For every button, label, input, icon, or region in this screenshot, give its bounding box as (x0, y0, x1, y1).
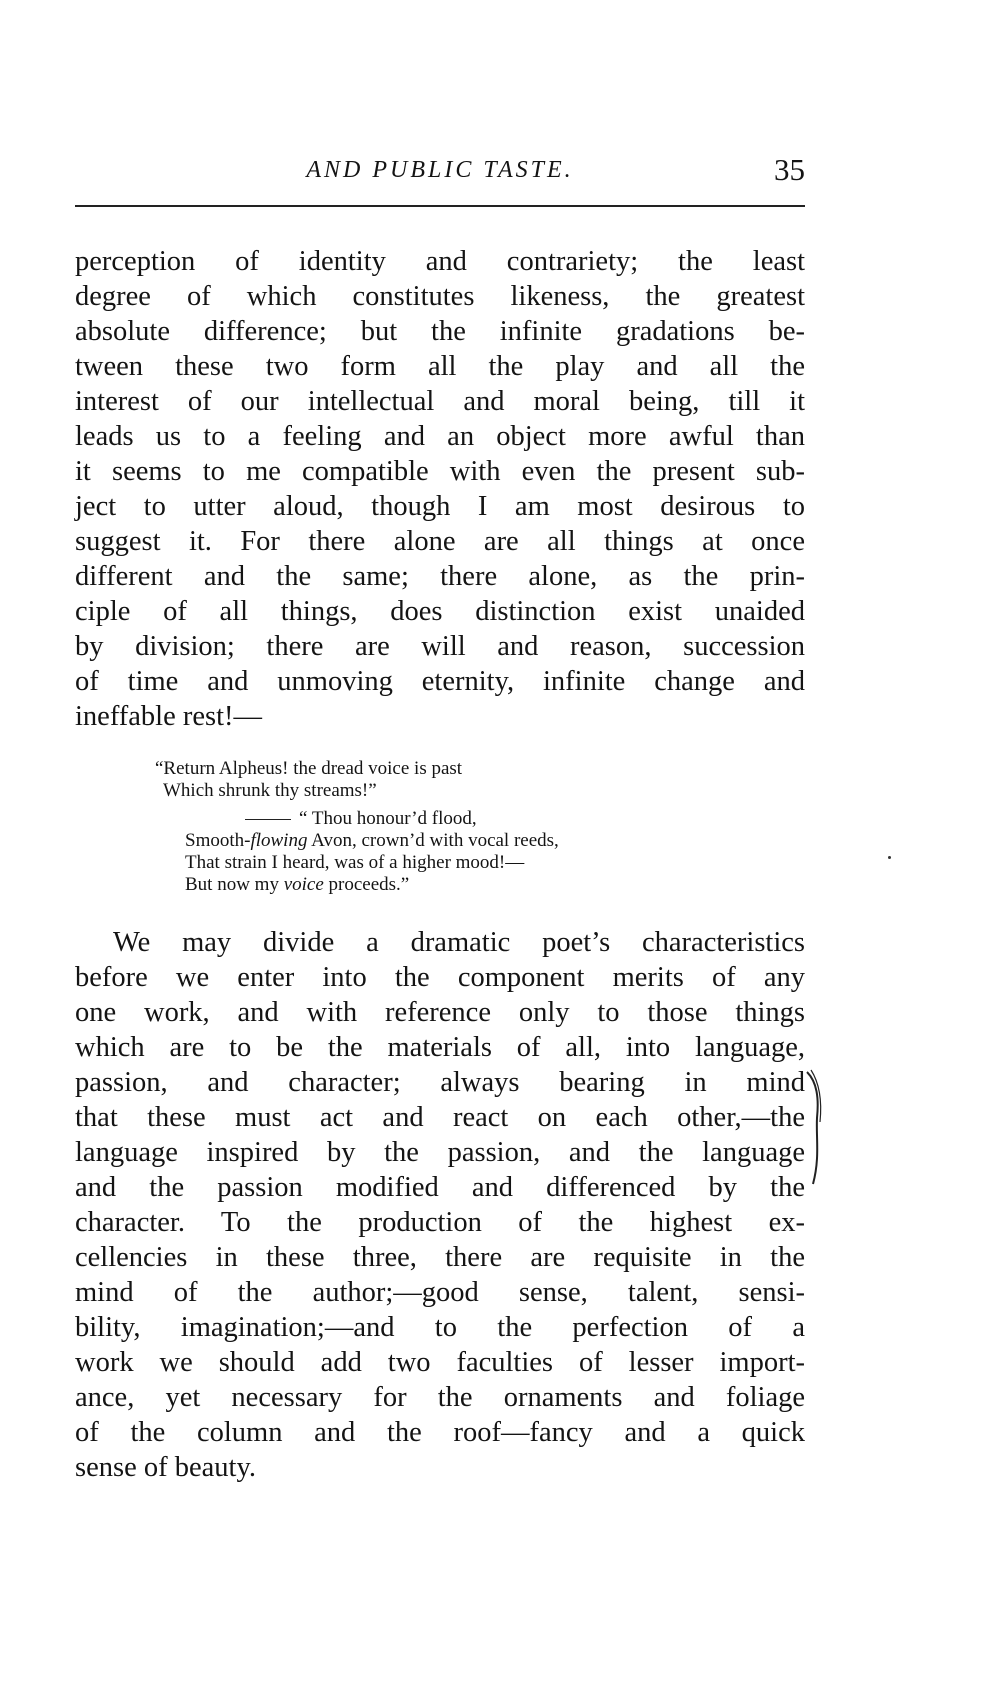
text-line: ject to utter aloud, though I am most desirous to (75, 491, 805, 522)
text-line: perception of identity and contrariety; the least (75, 246, 805, 277)
text-line: which are to be the materials of all, into language, (75, 1032, 805, 1063)
text-line: work we should add two faculties of lesser import- (75, 1347, 805, 1378)
page-number: 35 (774, 152, 805, 187)
verse-text: But now my (185, 874, 284, 895)
text-line: cellencies in these three, there are requisite in the (75, 1242, 805, 1273)
verse-text: proceeds.” (323, 874, 410, 895)
text-line: interest of our intellectual and moral being, till it (75, 386, 805, 417)
text-line: before we enter into the component merits of any (75, 962, 805, 993)
text-line: ciple of all things, does distinction exist unaided (75, 596, 805, 627)
text-line: bility, imagination;—and to the perfection of a (75, 1312, 805, 1343)
verse-line: “Return Alpheus! the dread voice is past (155, 758, 463, 779)
text-line: tween these two form all the play and all the (75, 351, 805, 382)
text-line: leads us to a feeling and an object more awful than (75, 421, 805, 452)
margin-bracket-mark (803, 1068, 827, 1188)
text-line: mind of the author;—good sense, talent, sensi- (75, 1277, 805, 1308)
text-line: one work, and with reference only to those things (75, 997, 805, 1028)
paragraph-1 (75, 244, 805, 734)
text-line: We may divide a dramatic poet’s characteristics (113, 927, 805, 958)
text-line: character. To the production of the highest ex- (75, 1207, 805, 1238)
text-line: that these must act and react on each other,—the (75, 1102, 805, 1133)
text-line: by division; there are will and reason, succession (75, 631, 805, 662)
ink-speck (888, 856, 891, 859)
page-header (75, 150, 805, 190)
quotation-avon (185, 808, 559, 896)
text-line: suggest it. For there alone are all things at once (75, 526, 805, 557)
verse-line (185, 830, 559, 852)
verse-text: “ Thou honour’d flood, (299, 808, 477, 829)
text-line: different and the same; there alone, as the prin- (75, 561, 805, 592)
text-line: passion, and character; always bearing in mind (75, 1067, 805, 1098)
paragraph-2 (75, 925, 805, 1485)
header-rule (75, 205, 805, 207)
verse-line: Which shrunk thy streams!” (163, 780, 377, 801)
verse-text: Avon, crown’d with vocal reeds, (307, 830, 559, 851)
verse-emphasis: flowing (250, 830, 308, 851)
text-line: of the column and the roof—fancy and a quick (75, 1417, 805, 1448)
text-line: it seems to me compatible with even the present sub- (75, 456, 805, 487)
verse-line (185, 808, 559, 830)
running-head: AND PUBLIC TASTE. (306, 157, 574, 183)
quotation-milton (155, 758, 462, 802)
text-line: sense of beauty. (75, 1452, 256, 1483)
text-line: degree of which constitutes likeness, the greatest (75, 281, 805, 312)
verse-emphasis: voice (283, 874, 324, 895)
text-line: ance, yet necessary for the ornaments and foliage (75, 1382, 805, 1413)
text-line: and the passion modified and differenced by the (75, 1172, 805, 1203)
verse-text: Smooth- (185, 830, 251, 851)
verse-line: That strain I heard, was of a higher mood!— (185, 852, 525, 873)
verse-line (185, 874, 559, 896)
text-line: language inspired by the passion, and the language (75, 1137, 805, 1168)
text-line: of time and unmoving eternity, infinite change and (75, 666, 805, 697)
text-line: ineffable rest!— (75, 701, 263, 732)
em-rule (245, 819, 291, 820)
text-line: absolute difference; but the infinite gradations be- (75, 316, 805, 347)
